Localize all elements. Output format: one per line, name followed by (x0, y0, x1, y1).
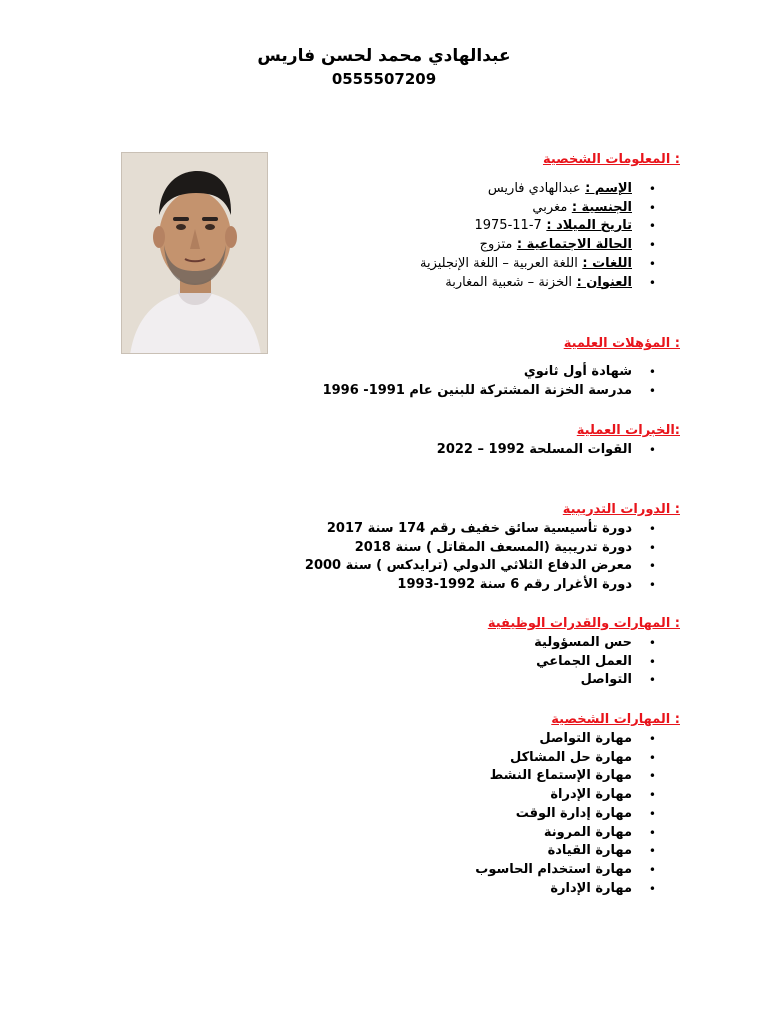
job-skill-item: • العمل الجماعي (120, 653, 680, 672)
course-item: • دورة الأغرار رقم 6 سنة 1992-1993 (120, 576, 680, 595)
personal-skill-item: • مهارة حل المشاكل (120, 749, 680, 768)
phone-number: 0555507209 (331, 70, 437, 88)
experience-title: :الخبرات العملية (576, 423, 680, 438)
info-item-address: • العنوان : الخزنة – شعبية المغاربة (120, 274, 680, 293)
course-item: • دورة تأسيسية سائق خفيف رقم 174 سنة 2017 (120, 520, 680, 539)
qualifications-list (120, 363, 680, 400)
experience-list (120, 441, 680, 460)
personal-skill-item: • مهارة القيادة (120, 842, 680, 861)
experience-section (120, 422, 680, 460)
info-item-birthdate: • تاريخ الميلاد : 7-11-1975 (120, 217, 680, 236)
personal-skill-item: • مهارة الإستماع النشط (120, 767, 680, 786)
personal-skill-item: • مهارة الإدارة (120, 880, 680, 899)
personal-skill-item: • مهارة التواصل (120, 730, 680, 749)
qualifications-section (120, 335, 680, 400)
course-item: • دورة تدريبية (المسعف المقاتل ) سنة 2018 (120, 539, 680, 558)
qualification-item: • مدرسة الخزنة المشتركة للبنين عام 1991- 1996 (120, 382, 680, 401)
job-skill-item: • التواصل (120, 671, 680, 690)
courses-section (120, 501, 680, 595)
info-item-nationality: • الجنسية : مغربي (120, 199, 680, 218)
qualification-item: • شهادة أول ثانوي (120, 363, 680, 382)
personal-info-section (120, 151, 680, 292)
personal-skill-item: • مهارة إدارة الوقت (120, 805, 680, 824)
qualifications-title: : المؤهلات العلمية (563, 336, 680, 351)
personal-info-title: : المعلومات الشخصية (542, 152, 680, 167)
courses-title: : الدورات التدريبية (562, 502, 680, 517)
personal-skill-item: • مهارة المرونة (120, 824, 680, 843)
job-skill-item: • حس المسؤولية (120, 634, 680, 653)
job-skills-section (120, 615, 680, 690)
personal-skill-item: • مهارة الإدراة (120, 786, 680, 805)
courses-list (120, 520, 680, 595)
personal-skill-item: • مهارة استخدام الحاسوب (120, 861, 680, 880)
personal-skills-title: : المهارات الشخصية (551, 712, 680, 727)
job-skills-list (120, 634, 680, 690)
job-skills-title: : المهارات والقدرات الوظيفية (487, 616, 680, 631)
info-item-languages: • اللغات : اللغة العربية – اللغة الإنجليزية (120, 255, 680, 274)
course-item: • معرض الدفاع الثلاثي الدولي (ترايدكس ) سنة 2000 (120, 557, 680, 576)
experience-item: • القوات المسلحة 1992 – 2022 (120, 441, 680, 460)
full-name: عبدالهادي محمد لحسن فاريس (257, 46, 511, 66)
personal-skills-list (120, 730, 680, 898)
info-item-name: • الإسم : عبدالهادي فاريس (120, 180, 680, 199)
personal-info-list (120, 180, 680, 292)
personal-skills-section (120, 711, 680, 898)
info-item-marital-status: • الحالة الاجتماعية : متزوج (120, 236, 680, 255)
resume-header (0, 44, 768, 90)
